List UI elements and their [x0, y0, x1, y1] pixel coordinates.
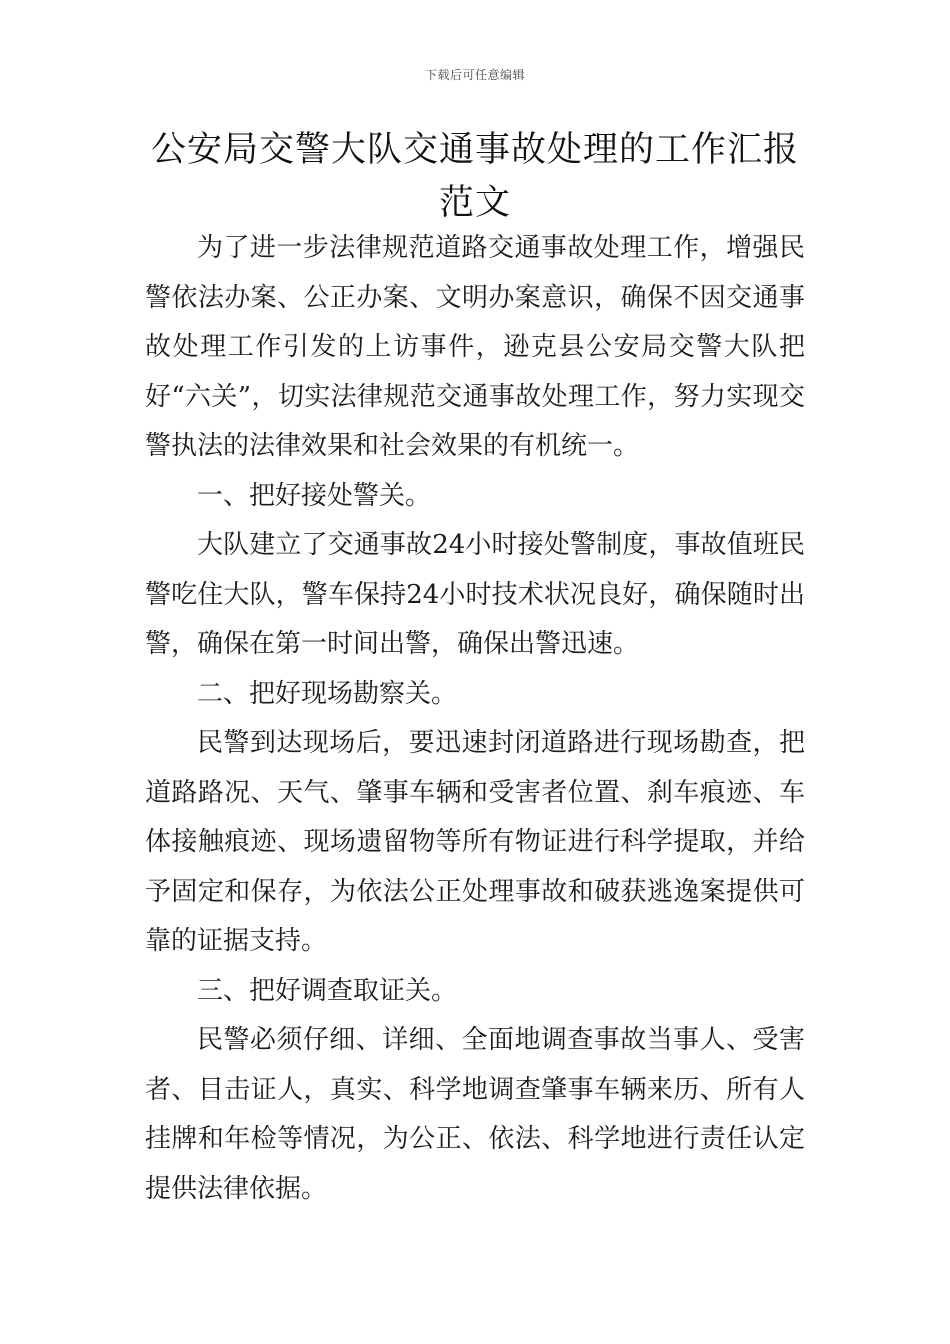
document-title: 公安局交警大队交通事故处理的工作汇报范文	[150, 130, 799, 223]
document-body	[145, 224, 805, 1214]
section-heading-2: 二、把好现场勘察关。	[197, 678, 458, 709]
section-heading-1: 一、把好接处警关。	[197, 480, 432, 511]
section-heading-3: 三、把好调查取证关。	[197, 975, 458, 1006]
paragraph-intro: 为了进一步法律规范道路交通事故处理工作，增强民警依法办案、公正办案、文明办案意识，确保不因交通事故处理工作引发的上访事件，逊克县公安局交警大队把好“六关”，切实法律规范交通事故处理工作，努力实现交警执法的法律效果和社会效果的有机统一。	[145, 233, 805, 461]
header-note: 下载后可任意编辑	[424, 68, 525, 82]
paragraph-section-2: 民警到达现场后，要迅速封闭道路进行现场勘查，把道路路况、天气、肇事车辆和受害者位置、刹车痕迹、车体接触痕迹、现场遗留物等所有物证进行科学提取，并给予固定和保存，为依法公正处理事故和破获逃逸案提供可靠的证据支持。	[145, 728, 805, 956]
paragraph-section-1: 大队建立了交通事故24小时接处警制度，事故值班民警吃住大队，警车保持24小时技术状况良好，确保随时出警，确保在第一时间出警，确保出警迅速。	[145, 530, 805, 659]
paragraph-section-3: 民警必须仔细、详细、全面地调查事故当事人、受害者、目击证人，真实、科学地调查肇事车辆来历、所有人挂牌和年检等情况，为公正、依法、科学地进行责任认定提供法律依据。	[145, 1025, 805, 1204]
